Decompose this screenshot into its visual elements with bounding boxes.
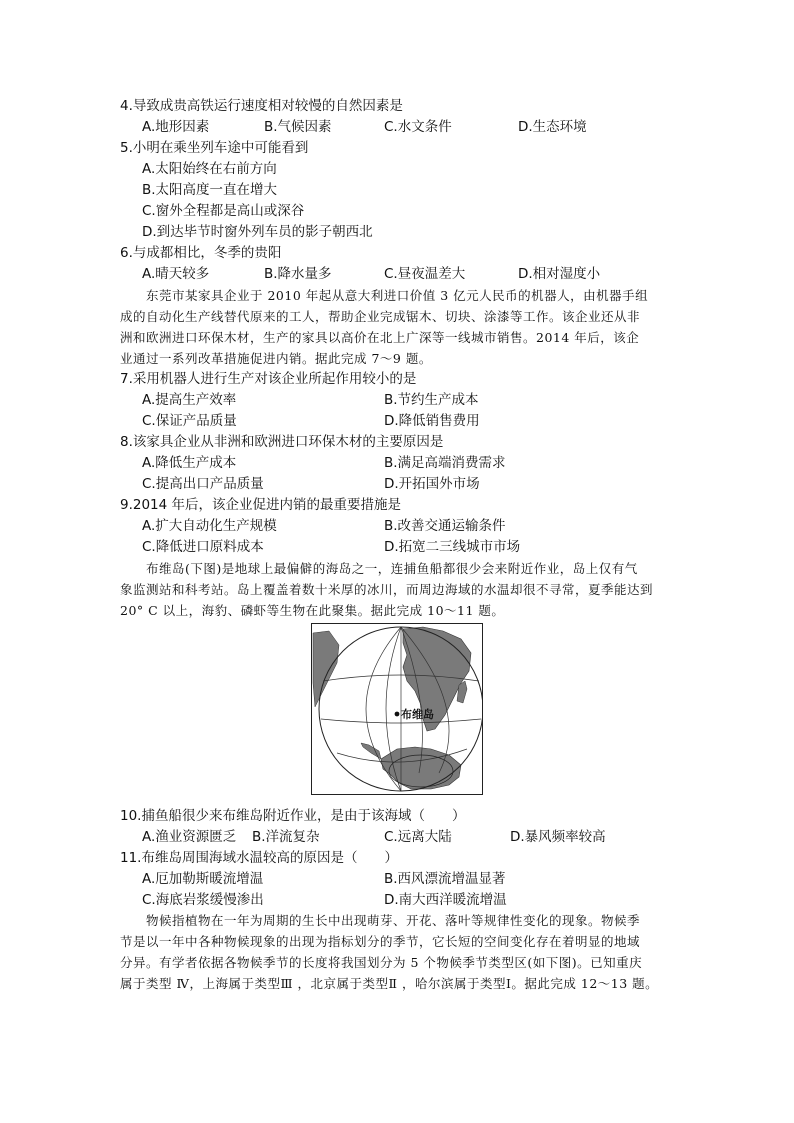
q8-option-d[interactable]: D.开拓国外市场 bbox=[384, 476, 480, 492]
q6-option-b[interactable]: B.降水量多 bbox=[264, 266, 332, 282]
q11-option-d[interactable]: D.南大西洋暖流增温 bbox=[384, 892, 507, 908]
q10-option-a[interactable]: A.渔业资源匮乏 bbox=[142, 829, 237, 845]
question-8-options-row2 bbox=[142, 474, 702, 494]
question-7-options-row1 bbox=[142, 390, 702, 410]
q4-option-b[interactable]: B.气候因素 bbox=[264, 119, 332, 135]
q5-option-d[interactable]: D.到达毕节时窗外列车员的影子朝西北 bbox=[142, 224, 373, 240]
q5-option-c[interactable]: C.窗外全程都是高山或深谷 bbox=[142, 203, 305, 219]
passage1-line-2: 成的自动化生产线替代原来的工人，帮助企业完成锯木、切块、涂漆等工作。该企业还从非 bbox=[120, 309, 641, 324]
q11-option-a[interactable]: A.厄加勒斯暖流增温 bbox=[142, 871, 264, 887]
question-6-stem: 6.与成都相比，冬季的贵阳 bbox=[120, 245, 282, 261]
question-8-options-row1 bbox=[142, 453, 702, 473]
q8-option-c[interactable]: C.提高出口产品质量 bbox=[142, 476, 264, 492]
question-7-stem: 7.采用机器人进行生产对该企业所起作用较小的是 bbox=[120, 371, 417, 387]
passage2-line-2: 象监测站和科考站。岛上覆盖着数十米厚的冰川，而周边海域的水温却很不寻常，夏季能达到 bbox=[120, 582, 654, 597]
q5-option-b[interactable]: B.太阳高度一直在增大 bbox=[142, 182, 278, 198]
q5-option-a[interactable]: A.太阳始终在右前方向 bbox=[142, 161, 277, 177]
question-4-options bbox=[142, 117, 702, 137]
q10-option-c[interactable]: C.远离大陆 bbox=[384, 829, 452, 845]
question-8-stem: 8.该家具企业从非洲和欧洲进口环保木材的主要原因是 bbox=[120, 434, 444, 450]
passage3-line-4: 属于类型 Ⅳ，上海属于类型Ⅲ ，北京属于类型Ⅱ ，哈尔滨属于类型Ⅰ。据此完成 12～13 题。 bbox=[120, 976, 659, 991]
bouvet-island-marker bbox=[395, 712, 400, 717]
q6-option-c[interactable]: C.昼夜温差大 bbox=[384, 266, 466, 282]
q9-option-a[interactable]: A.扩大自动化生产规模 bbox=[142, 518, 277, 534]
q9-option-b[interactable]: B.改善交通运输条件 bbox=[384, 518, 506, 534]
q7-option-b[interactable]: B.节约生产成本 bbox=[384, 392, 479, 408]
passage-furniture-enterprise bbox=[120, 285, 680, 369]
question-10-stem: 10.捕鱼船很少来布维岛附近作业，是由于该海域（ ） bbox=[120, 808, 466, 824]
q6-option-d[interactable]: D.相对湿度小 bbox=[518, 266, 601, 282]
q11-option-b[interactable]: B.西风漂流增温显著 bbox=[384, 871, 506, 887]
bouvet-island-globe-map bbox=[311, 623, 483, 795]
q7-option-a[interactable]: A.提高生产效率 bbox=[142, 392, 237, 408]
q4-option-d[interactable]: D.生态环境 bbox=[518, 119, 587, 135]
q8-option-b[interactable]: B.满足高端消费需求 bbox=[384, 455, 506, 471]
question-9-options-row1 bbox=[142, 516, 702, 536]
question-10-options bbox=[142, 827, 702, 847]
passage1-line-3: 洲和欧洲进口环保木材，生产的家具以高价在北上广深等一线城市销售。2014 年后，该企 bbox=[120, 330, 640, 345]
passage1-line-4: 业通过一系列改革措施促进内销。据此完成 7～9 题。 bbox=[120, 351, 432, 366]
passage3-line-3: 分异。有学者依据各物候季节的长度将我国划分为 5 个物候季节类型区(如下图)。已知重庆 bbox=[120, 955, 643, 970]
question-11-options-row1 bbox=[142, 869, 702, 889]
passage1-line-1: 东莞市某家具企业于 2010 年起从意大利进口价值 3 亿元人民币的机器人，由机器手组 bbox=[146, 288, 649, 303]
question-9-options-row2 bbox=[142, 537, 702, 557]
q4-option-c[interactable]: C.水文条件 bbox=[384, 119, 452, 135]
question-7-options-row2 bbox=[142, 411, 702, 431]
q4-option-a[interactable]: A.地形因素 bbox=[142, 119, 210, 135]
question-5-stem: 5.小明在乘坐列车途中可能看到 bbox=[120, 140, 309, 156]
passage-bouvet-island bbox=[120, 558, 680, 621]
passage2-line-3: 20° C 以上，海豹、磷虾等生物在此聚集。据此完成 10～11 题。 bbox=[120, 603, 505, 618]
q10-option-b[interactable]: B.洋流复杂 bbox=[252, 829, 320, 845]
passage3-line-1: 物候指植物在一年为周期的生长中出现萌芽、开花、落叶等规律性变化的现象。物候季 bbox=[146, 913, 641, 928]
q9-option-d[interactable]: D.拓宽二三线城市市场 bbox=[384, 539, 521, 555]
q10-option-d[interactable]: D.暴风频率较高 bbox=[510, 829, 606, 845]
question-6-options bbox=[142, 264, 702, 284]
q8-option-a[interactable]: A.降低生产成本 bbox=[142, 455, 237, 471]
passage3-line-2: 节是以一年中各种物候现象的出现为指标划分的季节，它长短的空间变化存在着明显的地域 bbox=[120, 934, 641, 949]
bouvet-island-label: 布维岛 bbox=[401, 708, 434, 721]
question-11-options-row2 bbox=[142, 890, 702, 910]
q7-option-d[interactable]: D.降低销售费用 bbox=[384, 413, 480, 429]
question-11-stem: 11.布维岛周围海域水温较高的原因是（ ） bbox=[120, 850, 398, 866]
q9-option-c[interactable]: C.降低进口原料成本 bbox=[142, 539, 264, 555]
q11-option-c[interactable]: C.海底岩浆缓慢渗出 bbox=[142, 892, 264, 908]
question-4-stem: 4.导致成贵高铁运行速度相对较慢的自然因素是 bbox=[120, 98, 403, 114]
q6-option-a[interactable]: A.晴天较多 bbox=[142, 266, 210, 282]
q7-option-c[interactable]: C.保证产品质量 bbox=[142, 413, 237, 429]
passage-phenology bbox=[120, 910, 680, 994]
passage2-line-1: 布维岛(下图)是地球上最偏僻的海岛之一，连捕鱼船都很少会来附近作业，岛上仅有气 bbox=[146, 561, 638, 576]
question-9-stem: 9.2014 年后，该企业促进内销的最重要措施是 bbox=[120, 497, 402, 513]
